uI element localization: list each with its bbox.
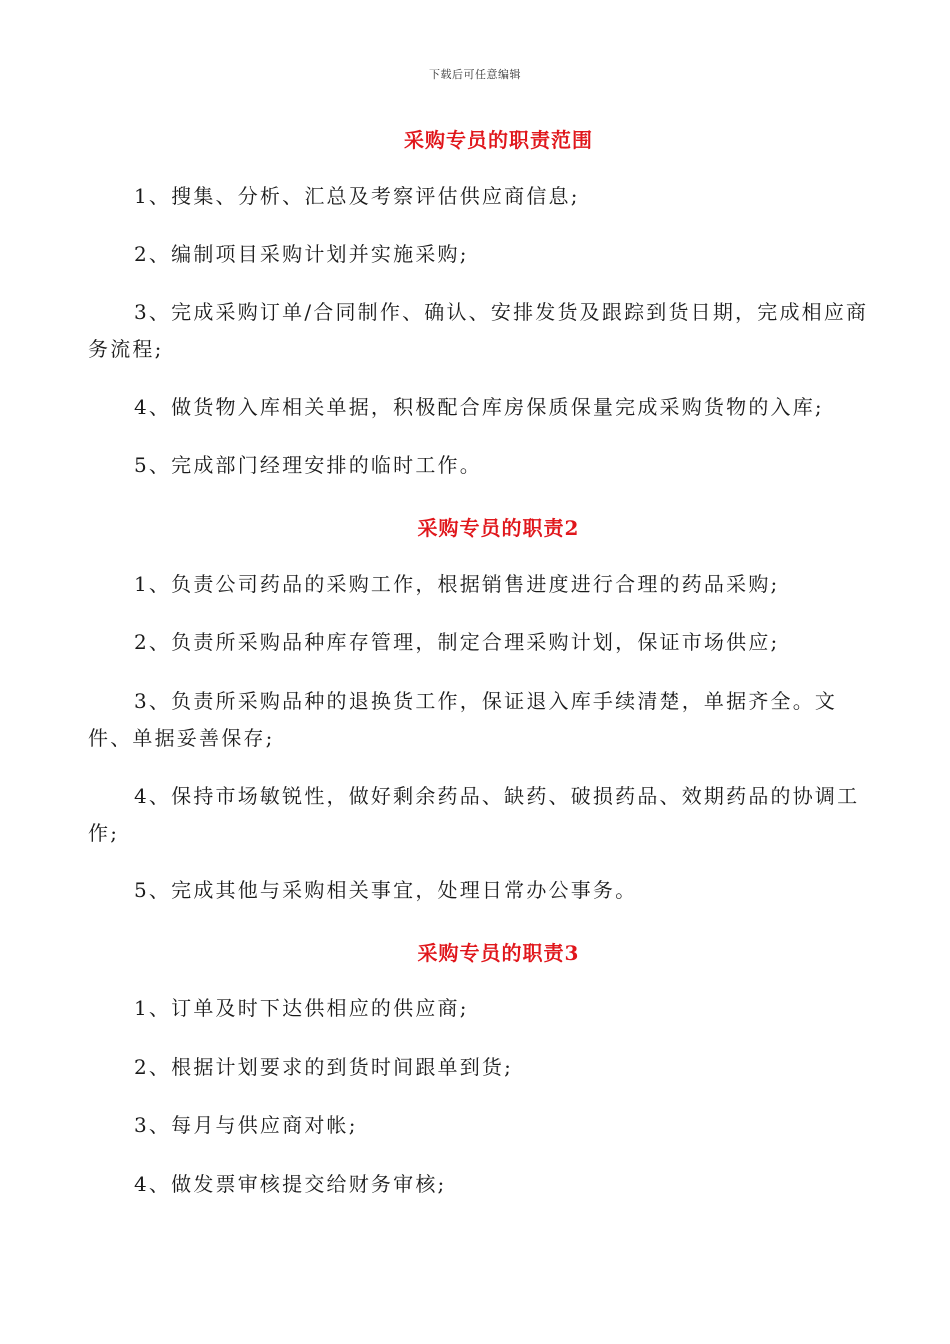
- section-2-item-3: 3、负责所采购品种的退换货工作，保证退入库手续清楚，单据齐全。文件、单据妥善保存;: [88, 689, 838, 750]
- section-3-item-2: 2、根据计划要求的到货时间跟单到货;: [134, 1055, 514, 1079]
- section-2-item-5: 5、完成其他与采购相关事宜，处理日常办公事务。: [134, 878, 638, 902]
- section-1-item-4: 4、做货物入库相关单据，积极配合库房保质保量完成采购货物的入库;: [134, 395, 824, 419]
- section-1-item-1: 1、搜集、分析、汇总及考察评估供应商信息;: [134, 184, 580, 208]
- section-2-item-1: 1、负责公司药品的采购工作，根据销售进度进行合理的药品采购;: [134, 572, 780, 596]
- section-1-item-2: 2、编制项目采购计划并实施采购;: [134, 242, 469, 266]
- section-3-item-3: 3、每月与供应商对帐;: [134, 1113, 358, 1137]
- section-1-item-5: 5、完成部门经理安排的临时工作。: [134, 453, 482, 477]
- section-title-2: 采购专员的职责2: [417, 516, 580, 540]
- section-title-3: 采购专员的职责3: [417, 941, 580, 965]
- section-title-1: 采购专员的职责范围: [404, 128, 593, 152]
- section-1-item-3: 3、完成采购订单/合同制作、确认、安排发货及跟踪到货日期，完成相应商务流程;: [88, 300, 869, 361]
- section-3-item-4: 4、做发票审核提交给财务审核;: [134, 1172, 447, 1196]
- section-2-item-2: 2、负责所采购品种库存管理，制定合理采购计划，保证市场供应;: [134, 630, 780, 654]
- header-note: 下载后可任意编辑: [429, 68, 521, 81]
- section-2-item-4: 4、保持市场敏锐性，做好剩余药品、缺药、破损药品、效期药品的协调工作;: [88, 784, 860, 845]
- section-3-item-1: 1、订单及时下达供相应的供应商;: [134, 996, 469, 1020]
